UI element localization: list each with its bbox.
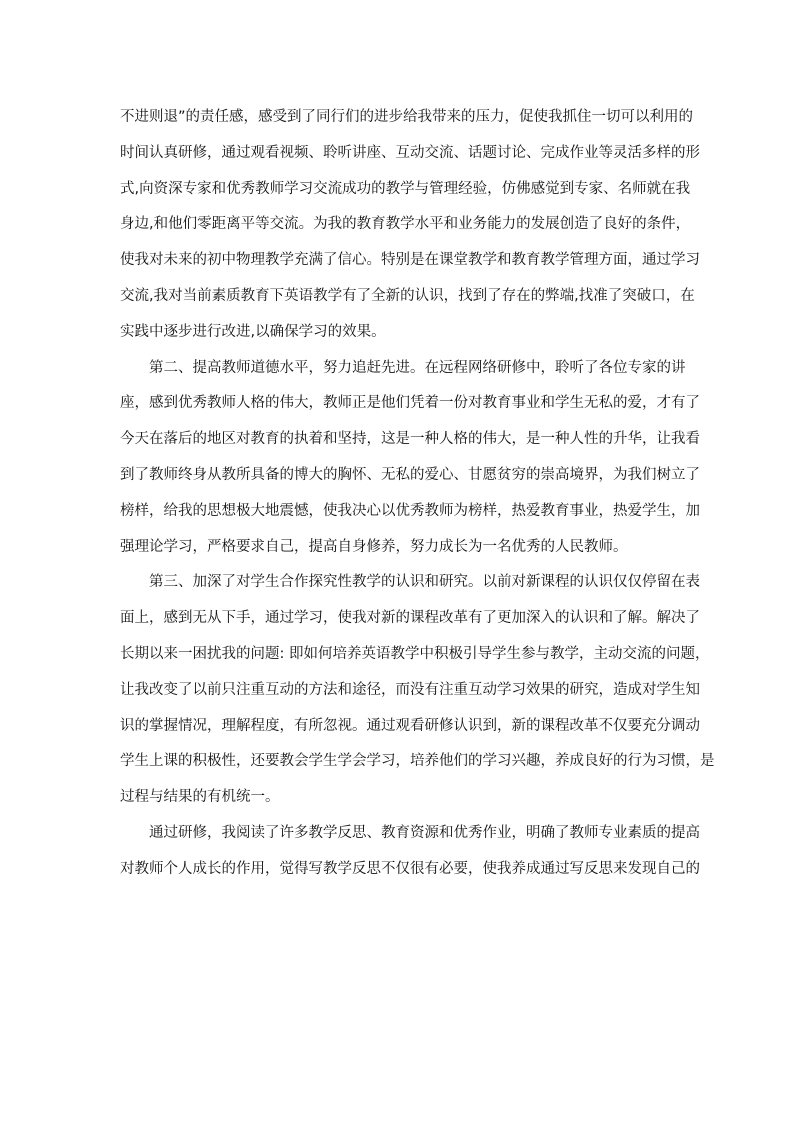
text-line: 第二、提高教师道德水平，努力追赶先进。在远程网络研修中，聆听了各位专家的讲 bbox=[149, 359, 686, 376]
text-line: 强理论学习，严格要求自己，提高自身修养，努力成长为一名优秀的人民教师。 bbox=[120, 538, 628, 555]
text-line: 身边,和他们零距离平等交流。为我的教育教学水平和业务能力的发展创造了良好的条件， bbox=[120, 216, 691, 233]
paragraph-4 bbox=[120, 816, 700, 888]
text-line: 使我对未来的初中物理教学充满了信心。特别是在课堂教学和教育教学管理方面，通过学习 bbox=[120, 252, 700, 269]
text-line: 不进则退”的责任感，感受到了同行们的进步给我带来的压力，促使我抓住一切可以利用的 bbox=[120, 109, 694, 125]
text-line: 时间认真研修，通过观看视频、聆听讲座、互动交流、话题讨论、完成作业等灵活多样的形 bbox=[120, 144, 700, 161]
text-line: 长期以来一困扰我的问题: 即如何培养英语教学中积极引导学生参与教学，主动交流的问题， bbox=[120, 645, 710, 662]
text-line: 通过研修，我阅读了许多教学反思、教育资源和优秀作业，明确了教师专业素质的提高 bbox=[149, 824, 700, 841]
text-line: 今天在落后的地区对教育的执着和坚持，这是一种人格的伟大，是一种人性的升华，让我看 bbox=[120, 431, 700, 448]
text-line: 面上，感到无从下手，通过学习，使我对新的课程改革有了更加深入的认识和了解。解决了 bbox=[120, 610, 700, 627]
text-line: 第三、加深了对学生合作探究性教学的认识和研究。以前对新课程的认识仅仅停留在表 bbox=[149, 574, 700, 591]
text-line: 式,向资深专家和优秀教师学习交流成功的教学与管理经验，仿佛感觉到专家、名师就在我 bbox=[120, 180, 691, 197]
document-body bbox=[120, 100, 715, 888]
text-line: 座，感到优秀教师人格的伟大，教师正是他们凭着一份对教育事业和学生无私的爱，才有了 bbox=[120, 395, 700, 412]
text-line: 交流,我对当前素质教育下英语教学有了全新的认识，找到了存在的弊端,找准了突破口，在 bbox=[120, 287, 695, 304]
text-line: 实践中逐步进行改进,以确保学习的效果。 bbox=[120, 323, 386, 340]
paragraph-2 bbox=[120, 351, 700, 566]
text-line: 到了教师终身从教所具备的博大的胸怀、无私的爱心、甘愿贫穷的崇高境界，为我们树立了 bbox=[120, 466, 700, 483]
text-line: 识的掌握情况，理解程度，有所忽视。通过观看研修认识到，新的课程改革不仅要充分调动 bbox=[120, 717, 700, 734]
text-line: 学生上课的积极性，还要教会学生学会学习，培养他们的学习兴趣，养成良好的行为习惯，是 bbox=[120, 753, 715, 770]
text-line: 对教师个人成长的作用，觉得写教学反思不仅很有必要，使我养成通过写反思来发现自己的 bbox=[120, 860, 700, 877]
paragraph-1 bbox=[120, 100, 700, 351]
text-line: 榜样，给我的思想极大地震憾，使我决心以优秀教师为榜样，热爱教育事业，热爱学生，加 bbox=[120, 502, 700, 519]
paragraph-3 bbox=[120, 565, 715, 816]
text-line: 让我改变了以前只注重互动的方法和途径，而没有注重互动学习效果的研究，造成对学生知 bbox=[120, 681, 700, 698]
text-line: 过程与结果的有机统一。 bbox=[120, 789, 280, 806]
